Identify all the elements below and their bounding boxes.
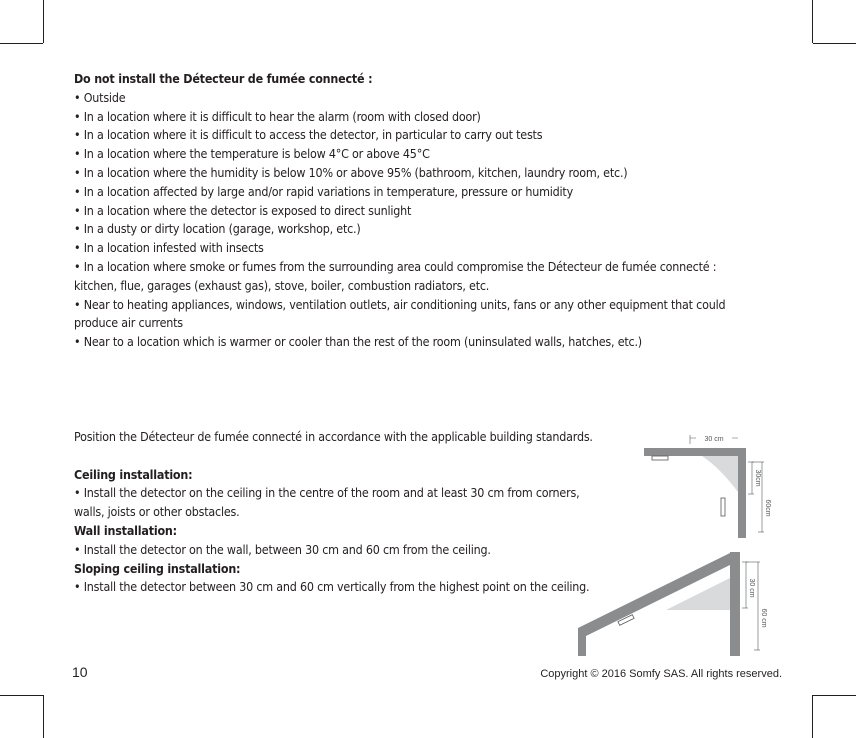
crop-mark (812, 0, 813, 43)
dimension-label-60: 60 cm (760, 608, 767, 628)
crop-mark (0, 695, 43, 696)
wall-structure (738, 448, 746, 538)
ceiling-heading: Ceiling installation: (74, 466, 193, 482)
do-not-install-heading: Do not install the Détecteur de fumée connecté : (74, 71, 373, 86)
sloping-text: • Install the detector between 30 cm and 60 cm vertically from the highest point on the ceiling. (74, 579, 590, 595)
crop-mark (43, 695, 44, 738)
list-item: • In a dusty or dirty location (garage, workshop, etc.) (74, 221, 361, 237)
wall-installation-diagram (640, 432, 780, 540)
dimension-label-60: 60cm (764, 499, 771, 517)
crop-mark (812, 695, 813, 738)
list-item: • In a location where the detector is exposed to direct sunlight (74, 202, 412, 218)
list-item: • In a location where it is difficult to access the detector, in particular to carry out tests (74, 127, 543, 143)
list-item: • In a location affected by large and/or rapid variations in temperature, pressure or humidity (74, 183, 573, 199)
smoke-detector-ceiling (652, 456, 668, 460)
crop-mark (0, 43, 43, 44)
positioning-intro: Position the Détecteur de fumée connecté in accordance with the applicable building standards. (74, 429, 593, 444)
list-item: • Outside (74, 89, 126, 105)
dimension-label-top: 30 cm (704, 436, 724, 443)
ceiling-text: walls, joists or other obstacles. (74, 504, 240, 520)
do-not-install-section (74, 70, 754, 352)
list-item: • In a location where the temperature is below 4°C or above 45°C (74, 146, 430, 162)
list-item: • Near to heating appliances, windows, ventilation outlets, air conditioning units, fans or any other equipment that could produce air currents (74, 296, 726, 331)
wall-structure (730, 552, 740, 656)
crop-mark (813, 43, 856, 44)
crop-mark (813, 695, 856, 696)
dimension-label-30: 30cm (754, 469, 761, 487)
exclusion-zone (702, 456, 738, 492)
list-item: • In a location infested with insects (74, 240, 264, 256)
positioning-section (74, 428, 593, 597)
ceiling-structure (644, 448, 746, 456)
dimension-label-30: 30 cm (748, 578, 755, 598)
sloping-ceiling-diagram (574, 548, 780, 658)
smoke-detector-wall (721, 498, 725, 516)
list-item: • In a location where it is difficult to hear the alarm (room with closed door) (74, 108, 481, 124)
copyright-notice: Copyright © 2016 Somfy SAS. All rights reserved. (540, 668, 782, 680)
crop-mark (43, 0, 44, 43)
list-item: • In a location where the humidity is below 10% or above 95% (bathroom, kitchen, laundry room, etc.) (74, 164, 628, 180)
list-item: • Near to a location which is warmer or cooler than the rest of the room (uninsulated walls, hatches, etc.) (74, 334, 642, 350)
wall-text: • Install the detector on the wall, between 30 cm and 60 cm from the ceiling. (74, 541, 491, 557)
list-item: • In a location where smoke or fumes from the surrounding area could compromise the Détecteur de fumée connecté : kitchen, flue, garages (exhaust gas), stove, boiler, combustion radiators, etc. (74, 258, 717, 293)
ceiling-text: • Install the detector on the ceiling in the centre of the room and at least 30 cm from corners, (74, 485, 580, 501)
page-number: 10 (72, 664, 88, 680)
wall-heading: Wall installation: (74, 522, 177, 538)
sloping-heading: Sloping ceiling installation: (74, 560, 241, 576)
